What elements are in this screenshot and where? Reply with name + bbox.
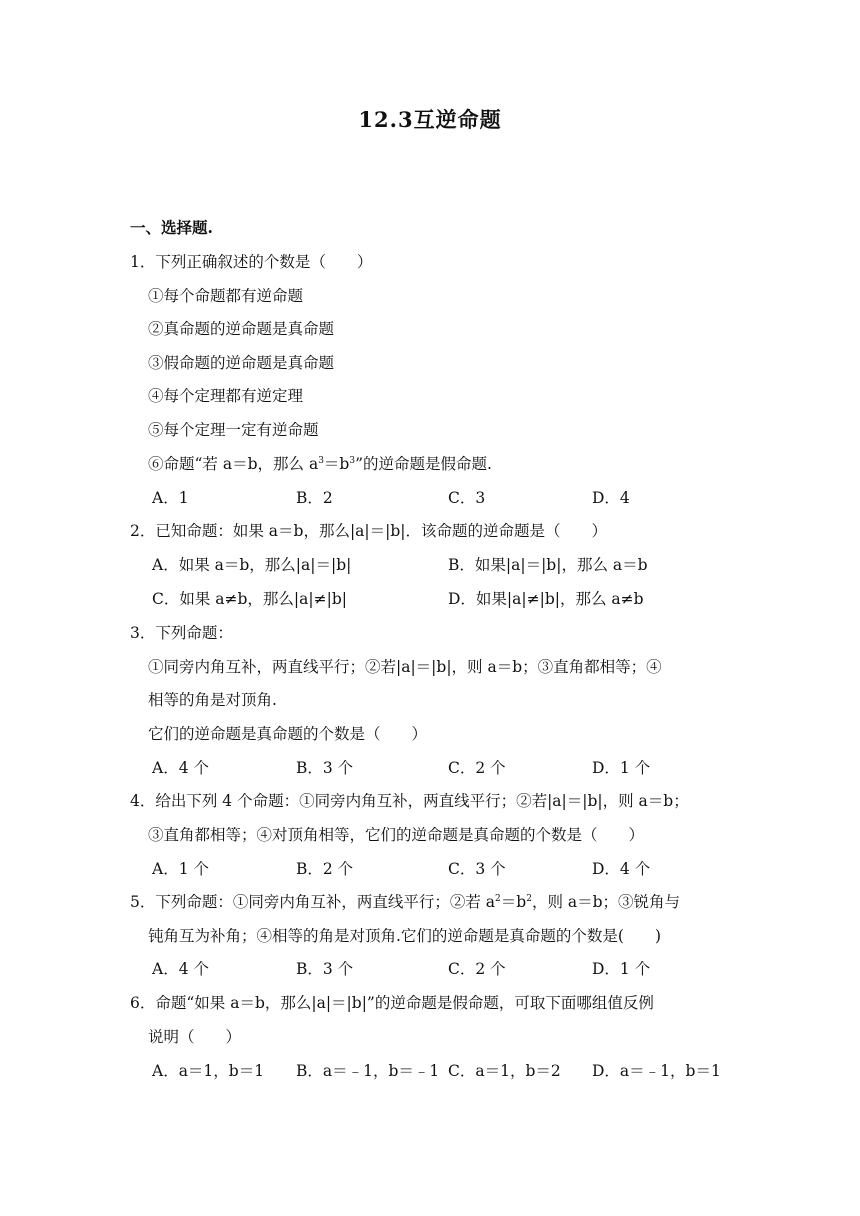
option-b: B．2 (296, 489, 333, 507)
q2-stem: 2．已知命题：如果 a＝b，那么|a|＝|b|．该命题的逆命题是（ ） (130, 522, 608, 540)
q5-line-1-part: ＝b (500, 893, 527, 911)
q1-item-4: ④每个定理都有逆定理 (148, 387, 304, 405)
exponent: 2 (495, 894, 501, 904)
option-c: C．a＝1，b＝2 (448, 1062, 561, 1080)
q6-line-2: 说明（ ） (148, 1028, 242, 1046)
q3-stem: 3．下列命题： (130, 624, 233, 642)
option-d: D．4 (592, 489, 630, 507)
exponent: 3 (349, 456, 356, 466)
option-c: C．3 个 (448, 860, 506, 878)
option-a: A．1 (152, 489, 189, 507)
q3-line-2: 相等的角是对顶角. (148, 691, 277, 709)
option-b: B．如果|a|＝|b|，那么 a＝b (448, 556, 648, 574)
option-c: C．如果 a≠b，那么|a|≠|b| (152, 590, 347, 608)
option-d: D．1 个 (592, 960, 651, 978)
q1-stem: 1．下列正确叙述的个数是（ ） (130, 253, 373, 271)
q1-item-1: ①每个命题都有逆命题 (148, 287, 304, 305)
q2-options-row1 (152, 554, 752, 576)
option-b: B．3 个 (296, 759, 354, 777)
q5-line-2: 钝角互为补角；④相等的角是对顶角.它们的逆命题是真命题的个数是( ) (148, 927, 662, 945)
q1-item-5: ⑤每个定理一定有逆命题 (148, 421, 319, 439)
q4-options (152, 858, 752, 880)
q3-line-3: 它们的逆命题是真命题的个数是（ ） (148, 725, 428, 743)
q6-options (152, 1060, 752, 1082)
q2-options-row2 (152, 588, 752, 610)
option-d: D．1 个 (592, 759, 651, 777)
option-a: A．1 个 (152, 860, 209, 878)
option-a: A．a＝1，b＝1 (152, 1062, 265, 1080)
option-a: A．如果 a＝b，那么|a|＝|b| (152, 556, 352, 574)
q3-options (152, 757, 752, 779)
q5-line-1-part: ，则 a＝b；③锐角与 (531, 893, 681, 911)
option-b: B．2 个 (296, 860, 354, 878)
q1-item-3: ③假命题的逆命题是真命题 (148, 354, 335, 372)
q1-item-2: ②真命题的逆命题是真命题 (148, 320, 335, 338)
option-c: C．3 (448, 489, 486, 507)
option-d: D．如果|a|≠|b|，那么 a≠b (448, 590, 644, 608)
q3-line-1: ①同旁内角互补，两直线平行；②若|a|＝|b|，则 a＝b；③直角都相等；④ (148, 658, 662, 676)
document-title: 12.3互逆命题 (358, 107, 502, 132)
option-c: C．2 个 (448, 759, 506, 777)
option-d: D．a＝﹣1，b＝1 (592, 1062, 721, 1080)
option-b: B．a＝﹣1，b＝﹣1 (296, 1062, 440, 1080)
exponent: 3 (318, 456, 324, 466)
q5-line-1-part: 5．下列命题：①同旁内角互补，两直线平行；②若 a (130, 893, 496, 911)
option-c: C．2 个 (448, 960, 506, 978)
q1-item-6-part: ＝b (323, 455, 350, 473)
q1-options (152, 487, 752, 509)
q6-line-1: 6．命题“如果 a＝b，那么|a|＝|b|”的逆命题是假命题，可取下面哪组值反例 (130, 994, 654, 1012)
section-heading: 一、选择题. (130, 218, 213, 237)
option-a: A．4 个 (152, 960, 209, 978)
q1-item-6 (148, 453, 492, 475)
q1-item-6-part: ”的逆命题是假命题. (355, 455, 492, 473)
q5-options (152, 958, 752, 980)
option-a: A．4 个 (152, 759, 209, 777)
exponent: 2 (526, 894, 532, 904)
option-b: B．3 个 (296, 960, 354, 978)
q5-line-1 (130, 891, 680, 913)
option-d: D．4 个 (592, 860, 651, 878)
q4-line-1: 4．给出下列 4 个命题：①同旁内角互补，两直线平行；②若|a|＝|b|，则 a＝b； (130, 792, 689, 810)
q1-item-6-part: ⑥命题“若 a＝b，那么 a (148, 455, 319, 473)
q4-line-2: ③直角都相等；④对顶角相等，它们的逆命题是真命题的个数是（ ） (148, 826, 645, 844)
